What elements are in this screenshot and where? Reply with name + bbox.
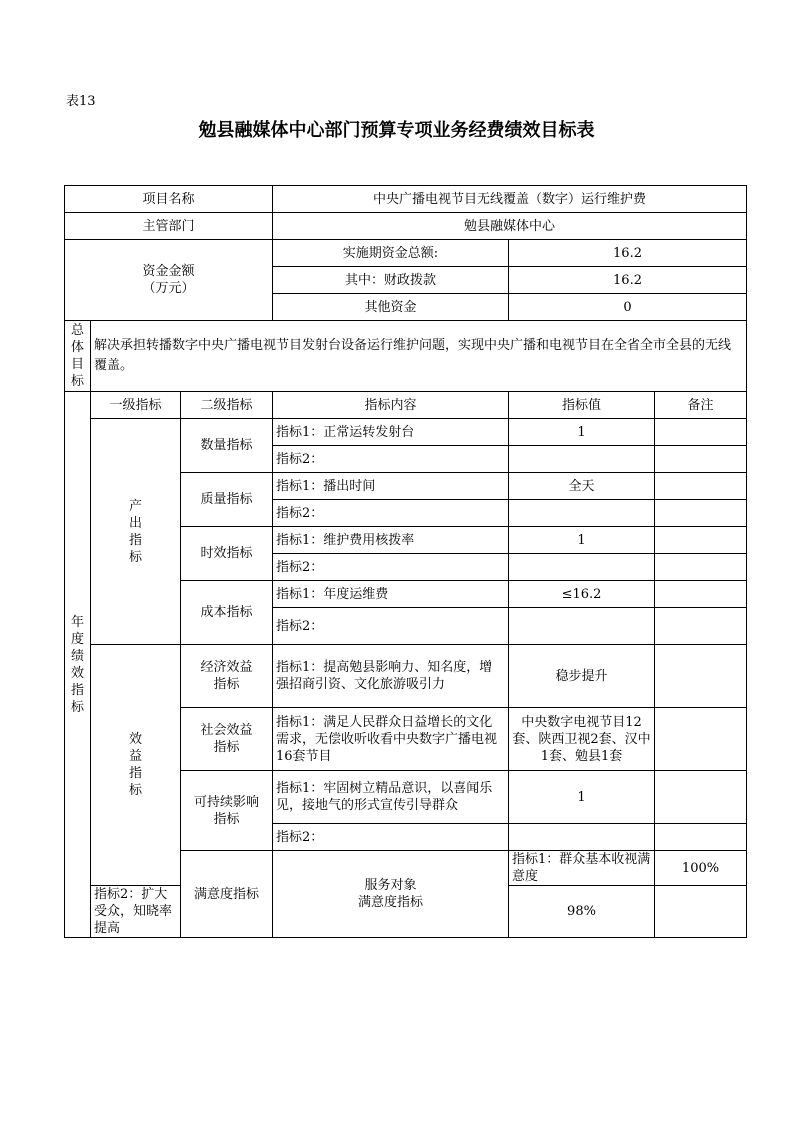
service-indicator-label	[273, 851, 509, 938]
remark-cell	[655, 446, 747, 473]
remark-cell	[655, 608, 747, 645]
section-label-char: 效	[70, 665, 84, 681]
output-indicator-label	[91, 419, 181, 645]
output-label-char: 出	[128, 515, 142, 531]
fund-amount-label-line1: 资金金额	[142, 264, 195, 279]
remark-cell	[655, 500, 747, 527]
quantity-row-1	[65, 419, 747, 446]
satisfaction-indicator-label: 满意度指标	[181, 851, 273, 938]
department-label: 主管部门	[65, 213, 273, 240]
annual-indicator-section-label	[65, 392, 91, 938]
benefit-indicator-label	[91, 645, 181, 886]
header-level2: 二级指标	[181, 392, 273, 419]
remark-cell	[655, 886, 747, 938]
fund-fiscal-value: 16.2	[509, 267, 747, 294]
cost-indicator-1: 指标1：年度运维费	[273, 581, 509, 608]
timeliness-indicator-1-value: 1	[509, 527, 655, 554]
remark-cell	[655, 708, 747, 771]
objective-label-char: 标	[70, 374, 84, 389]
service-indicator-2-value: 98%	[509, 886, 655, 938]
service-indicator-1-value: 100%	[655, 851, 747, 886]
social-label-line1: 社会效益	[200, 723, 253, 738]
quantity-indicator-2: 指标2：	[273, 446, 509, 473]
remark-cell	[655, 419, 747, 446]
value-cell	[509, 554, 655, 581]
cost-indicator-1-value: ≤16.2	[509, 581, 655, 608]
remark-cell	[655, 581, 747, 608]
cost-indicator-label: 成本指标	[181, 581, 273, 645]
sustainable-indicator-label	[181, 771, 273, 851]
project-name-value: 中央广播电视节目无线覆盖（数字）运行维护费	[273, 186, 747, 213]
benefit-label-char: 效	[128, 732, 142, 747]
timeliness-indicator-label: 时效指标	[181, 527, 273, 581]
benefit-label-char: 指	[128, 766, 142, 781]
page-title: 勉县融媒体中心部门预算专项业务经费绩效目标表	[198, 120, 595, 141]
sustainable-indicator-1: 指标1：牢固树立精品意识，以喜闻乐见，接地气的形式宣传引导群众	[273, 771, 509, 824]
header-level1: 一级指标	[91, 392, 181, 419]
overall-objective-text: 解决承担转播数字中央广播电视节目发射台设备运行维护问题，实现中央广播和电视节目在全省全市全县的无线覆盖。	[91, 321, 747, 392]
economic-indicator-1-value: 稳步提升	[509, 645, 655, 708]
economic-label-line2: 指标	[213, 677, 240, 692]
economic-row-1	[65, 645, 747, 708]
value-cell	[509, 500, 655, 527]
timeliness-indicator-2: 指标2：	[273, 554, 509, 581]
section-label-char: 度	[70, 631, 84, 647]
economic-indicator-1: 指标1：提高勉县影响力、知名度，增强招商引资、文化旅游吸引力	[273, 645, 509, 708]
sustainable-label-line1: 可持续影响	[193, 794, 259, 810]
section-label-char: 标	[70, 699, 84, 715]
remark-cell	[655, 771, 747, 824]
section-label-char: 指	[70, 682, 84, 698]
sustainable-indicator-2: 指标2：	[273, 824, 509, 851]
quantity-indicator-1: 指标1：正常运转发射台	[273, 419, 509, 446]
fund-other-label: 其他资金	[273, 294, 509, 321]
remark-cell	[655, 824, 747, 851]
fund-amount-label	[65, 240, 273, 321]
social-indicator-1-value: 中央数字电视节目12套、陕西卫视2套、汉中1套、勉县1套	[509, 708, 655, 771]
quality-indicator-label: 质量指标	[181, 473, 273, 527]
service-label-line1: 服务对象	[364, 878, 417, 893]
overall-objective-row	[65, 321, 747, 392]
fund-total-row	[65, 240, 747, 267]
objective-label-char: 总	[70, 323, 84, 338]
timeliness-indicator-1: 指标1：维护费用核拨率	[273, 527, 509, 554]
fund-total-label: 实施期资金总额:	[273, 240, 509, 267]
project-name-row	[65, 186, 747, 213]
header-value: 指标值	[509, 392, 655, 419]
fund-fiscal-label: 其中：财政拨款	[273, 267, 509, 294]
quality-indicator-1-value: 全天	[509, 473, 655, 500]
table-number: 表13	[66, 94, 96, 109]
indicator-header-row	[65, 392, 747, 419]
fund-total-value: 16.2	[509, 240, 747, 267]
value-cell	[509, 608, 655, 645]
service-label-line2: 满意度指标	[357, 895, 423, 910]
section-label-char: 绩	[70, 648, 84, 664]
performance-goal-table	[64, 185, 747, 938]
department-row	[65, 213, 747, 240]
remark-cell	[655, 473, 747, 500]
fund-amount-label-line2: （万元）	[142, 281, 195, 296]
economic-indicator-label	[181, 645, 273, 708]
sustainable-indicator-1-value: 1	[509, 771, 655, 824]
sustainable-label-line2: 指标	[213, 811, 240, 827]
quality-indicator-2: 指标2：	[273, 500, 509, 527]
section-label-char: 年	[70, 614, 84, 630]
project-name-label: 项目名称	[65, 186, 273, 213]
remark-cell	[655, 527, 747, 554]
social-label-line2: 指标	[213, 740, 240, 755]
benefit-label-char: 标	[128, 783, 142, 798]
quantity-indicator-label: 数量指标	[181, 419, 273, 473]
value-cell	[509, 824, 655, 851]
cost-indicator-2: 指标2：	[273, 608, 509, 645]
economic-label-line1: 经济效益	[200, 660, 253, 675]
value-cell	[509, 446, 655, 473]
social-indicator-1: 指标1：满足人民群众日益增长的文化需求，无偿收听收看中央数字广播电视16套节目	[273, 708, 509, 771]
objective-label-char: 目	[70, 357, 84, 372]
remark-cell	[655, 554, 747, 581]
header-content: 指标内容	[273, 392, 509, 419]
quantity-indicator-1-value: 1	[509, 419, 655, 446]
objective-label-char: 体	[70, 340, 84, 355]
department-value: 勉县融媒体中心	[273, 213, 747, 240]
output-label-char: 标	[128, 549, 142, 565]
remark-cell	[655, 645, 747, 708]
output-label-char: 产	[128, 498, 142, 514]
fund-other-value: 0	[509, 294, 747, 321]
header-remark: 备注	[655, 392, 747, 419]
output-label-char: 指	[128, 532, 142, 548]
service-indicator-2: 指标2：扩大受众，知晓率提高	[91, 886, 181, 938]
overall-objective-label	[65, 321, 91, 392]
benefit-label-char: 益	[128, 749, 142, 764]
social-indicator-label	[181, 708, 273, 771]
quality-indicator-1: 指标1：播出时间	[273, 473, 509, 500]
service-indicator-1: 指标1：群众基本收视满意度	[509, 851, 655, 886]
